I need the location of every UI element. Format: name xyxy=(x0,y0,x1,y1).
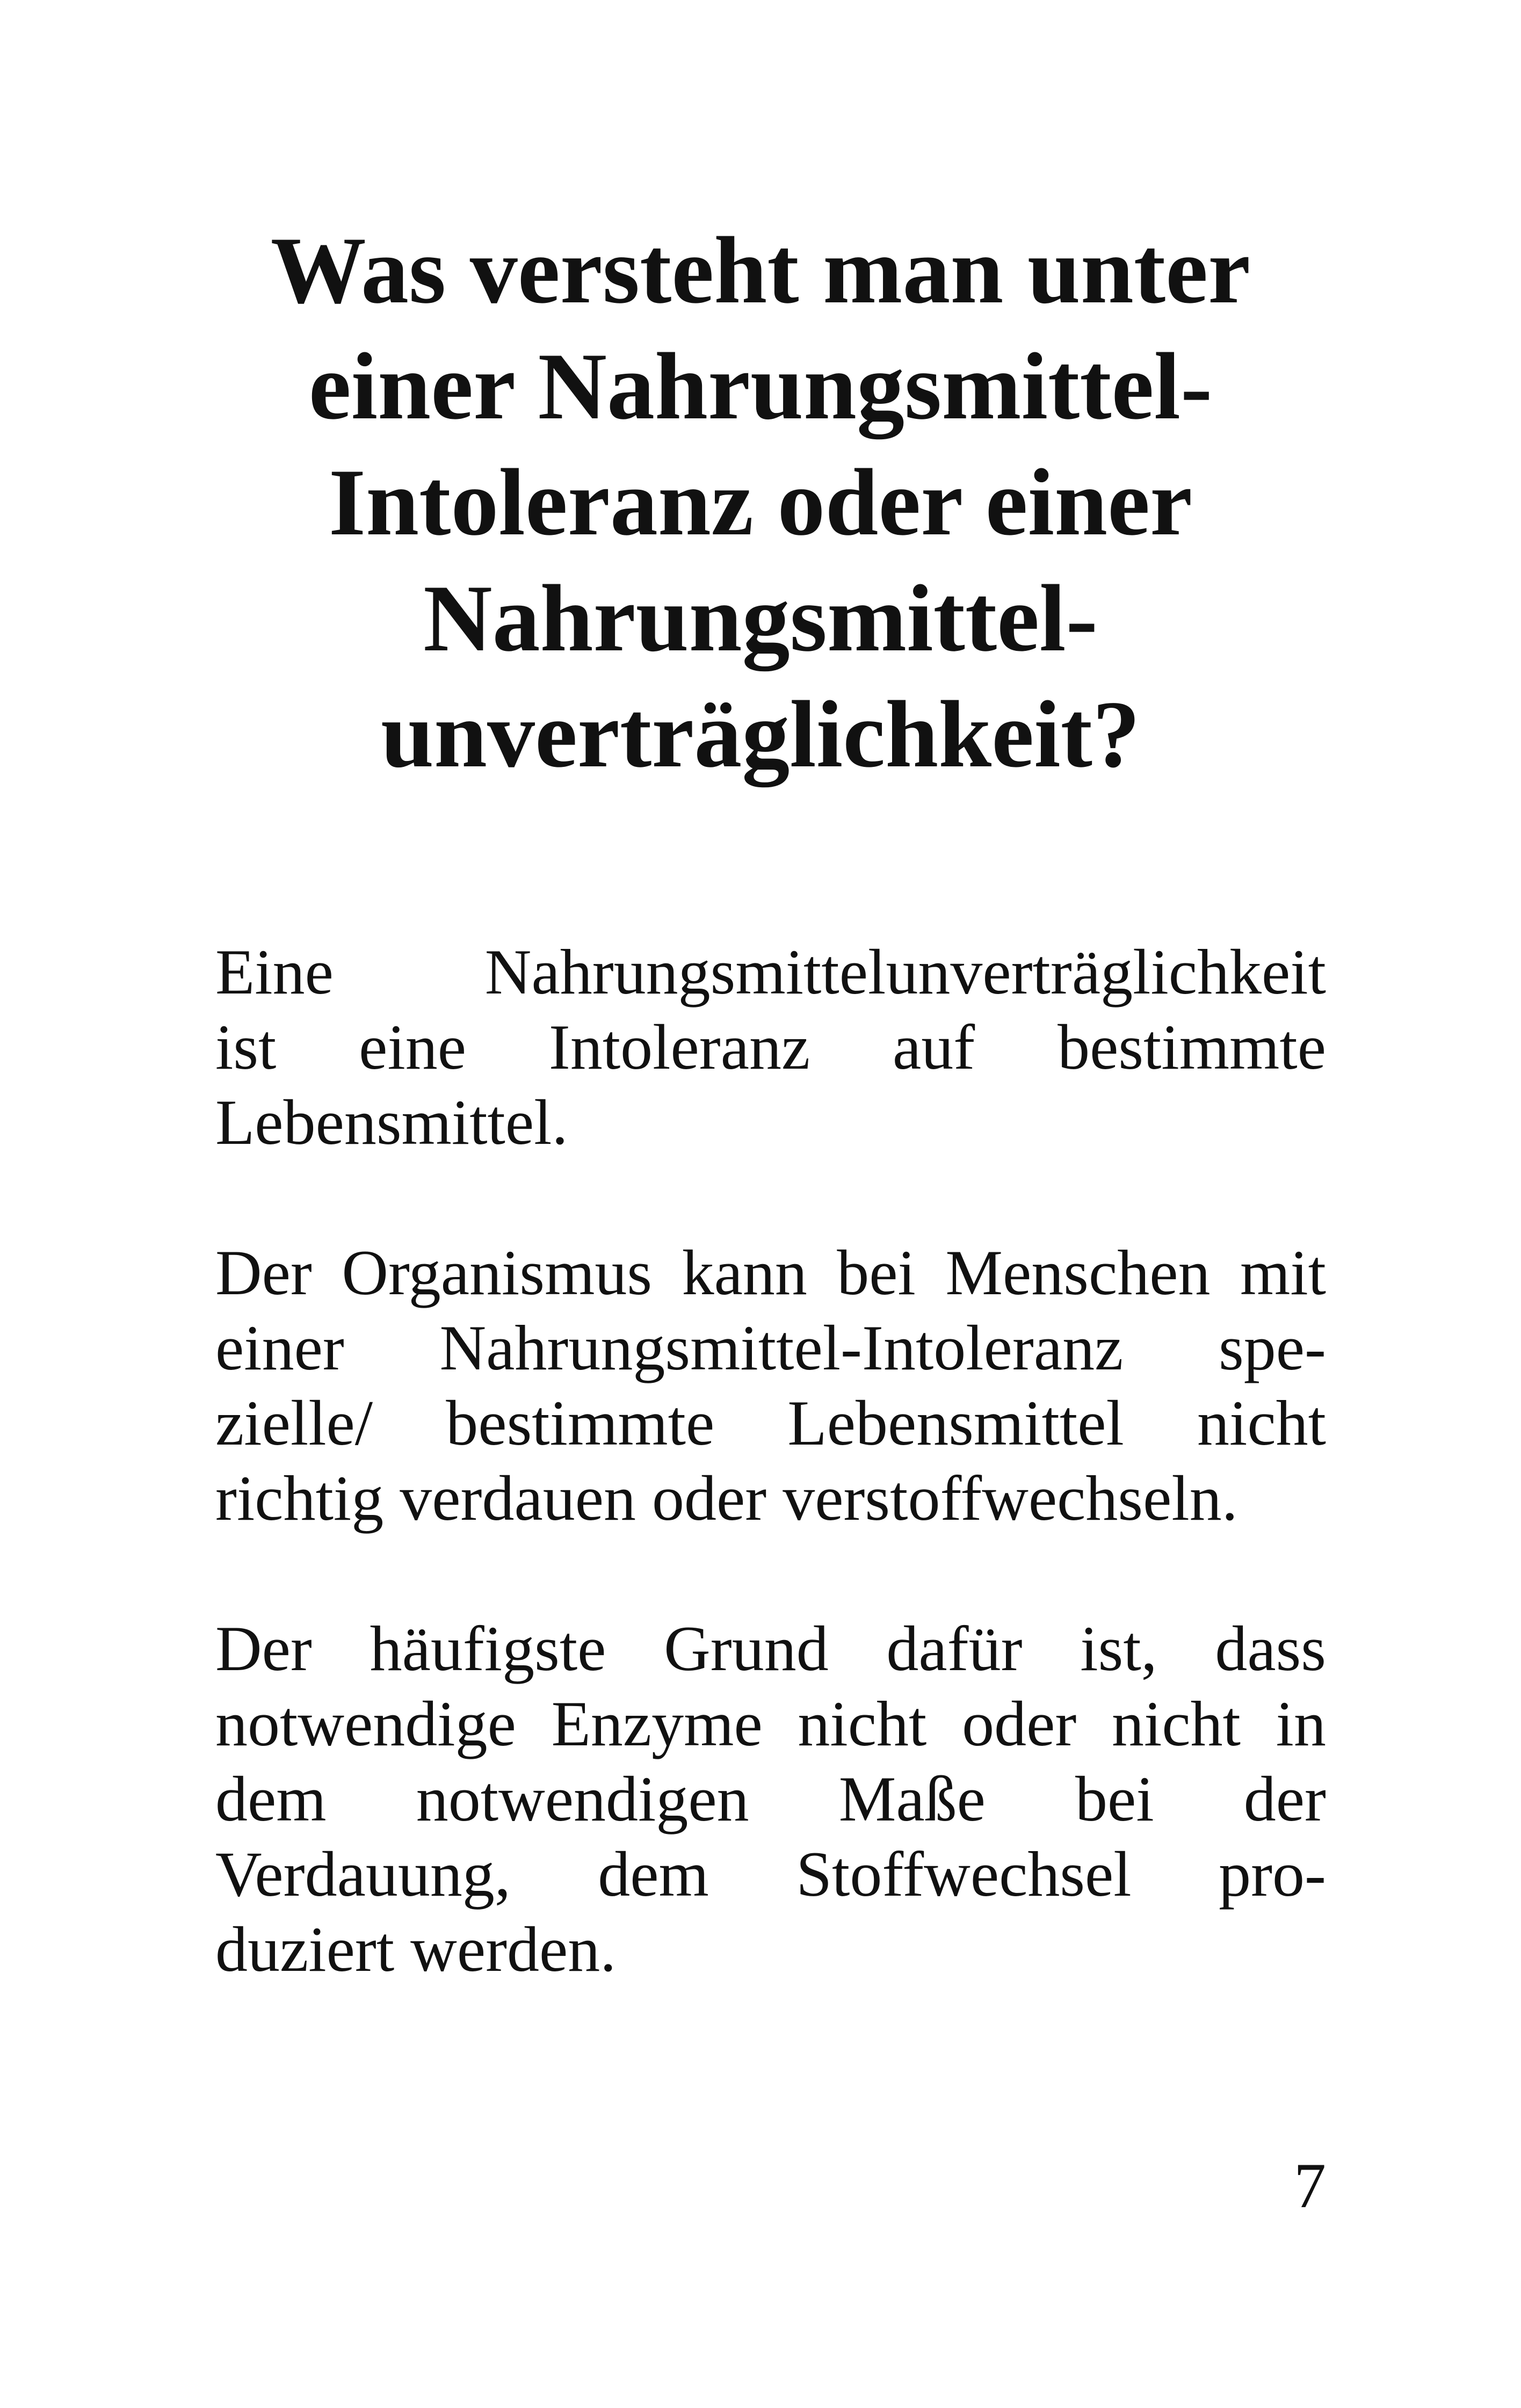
paragraph-line: Der häufigste Grund dafür ist, dass xyxy=(215,1613,1326,1684)
heading-line: Was versteht man unter xyxy=(270,217,1251,323)
page-number: 7 xyxy=(1294,2150,1326,2221)
heading-line: unverträglichkeit? xyxy=(381,681,1140,787)
heading-line: Nahrungsmittel- xyxy=(423,565,1098,671)
paragraph-line: ist eine Intoleranz auf bestimmte xyxy=(215,1011,1326,1083)
paragraph-line: Lebensmittel. xyxy=(215,1086,568,1158)
body-paragraph-definition xyxy=(215,934,1326,1160)
paragraph-line: Verdauung, dem Stoffwechsel pro- xyxy=(215,1838,1326,1910)
paragraph-line: Der Organismus kann bei Menschen mit xyxy=(215,1237,1326,1308)
heading-line: Intoleranz oder einer xyxy=(328,449,1193,555)
paragraph-line: richtig verdauen oder verstoffwechseln. xyxy=(215,1462,1238,1534)
paragraph-line: zielle/ bestimmte Lebensmittel nicht xyxy=(215,1387,1326,1459)
body-paragraph-cause xyxy=(215,1611,1326,1987)
paragraph-line: einer Nahrungsmittel-Intoleranz spe- xyxy=(215,1312,1326,1383)
paragraph-line: dem notwendigen Maße bei der xyxy=(215,1763,1326,1834)
paragraph-line: duziert werden. xyxy=(215,1913,617,1985)
heading-line: einer Nahrungsmittel- xyxy=(308,333,1213,439)
body-paragraph-organism xyxy=(215,1235,1326,1536)
paragraph-line: Eine Nahrungsmittelunverträglichkeit xyxy=(215,936,1326,1007)
chapter-heading xyxy=(150,212,1371,792)
paragraph-line: notwendige Enzyme nicht oder nicht in xyxy=(215,1688,1326,1759)
